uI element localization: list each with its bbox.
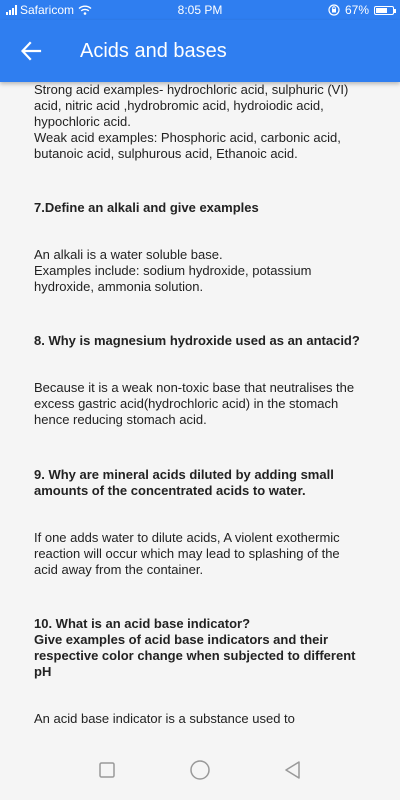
back-button[interactable] [0, 20, 62, 82]
status-time: 8:05 PM [177, 3, 223, 17]
signal-icon [6, 5, 16, 15]
answer-8: Because it is a weak non-toxic base that neutralises the excess gastric acid(hydrochloric acid) in the stomach hence reducing stomach acid. [34, 380, 355, 427]
battery-icon [374, 6, 394, 15]
carrier-label: Safaricom [20, 3, 75, 17]
square-icon [98, 761, 116, 779]
system-nav-bar [0, 740, 400, 800]
answer-7: An alkali is a water soluble base. Examples include: sodium hydroxide, potassium hydroxide, ammonia solution. [34, 247, 312, 294]
nav-back-button[interactable] [273, 750, 313, 790]
question-9: 9. Why are mineral acids diluted by adding small amounts of the concentrated acids to water. [34, 467, 334, 498]
question-8: 8. Why is magnesium hydroxide used as an antacid? [34, 333, 360, 348]
article-content[interactable] [0, 82, 400, 740]
home-button[interactable] [180, 750, 220, 790]
weak-acid-examples: Weak acid examples: Phosphoric acid, carbonic acid, butanoic acid, sulphurous acid, Ethanoic acid. [34, 130, 341, 161]
app-bar [0, 20, 400, 82]
question-10: 10. What is an acid base indicator? Give examples of acid base indicators and their respective color change when subjected to different pH [34, 616, 356, 679]
recents-button[interactable] [87, 750, 127, 790]
battery-percent: 67% [344, 3, 369, 17]
circle-icon [189, 759, 211, 781]
answer-10-partial: An acid base indicator is a substance used to [34, 711, 295, 726]
rotation-lock-icon [328, 4, 340, 16]
triangle-back-icon [283, 760, 303, 780]
answer-9: If one adds water to dilute acids, A violent exothermic reaction will occur which may lead to splashing of the acid away from the container. [34, 530, 340, 577]
status-right [244, 3, 394, 17]
page-title: Acids and bases [80, 39, 227, 62]
strong-acid-examples: Strong acid examples- hydrochloric acid, sulphuric (VI) acid, nitric acid ,hydrobromic acid, hydroiodic acid, hypochloric acid. [34, 82, 349, 129]
question-7: 7.Define an alkali and give examples [34, 200, 259, 215]
wifi-icon [78, 5, 92, 15]
arrow-left-icon [20, 40, 42, 62]
status-left [6, 3, 156, 17]
status-bar [0, 0, 400, 20]
